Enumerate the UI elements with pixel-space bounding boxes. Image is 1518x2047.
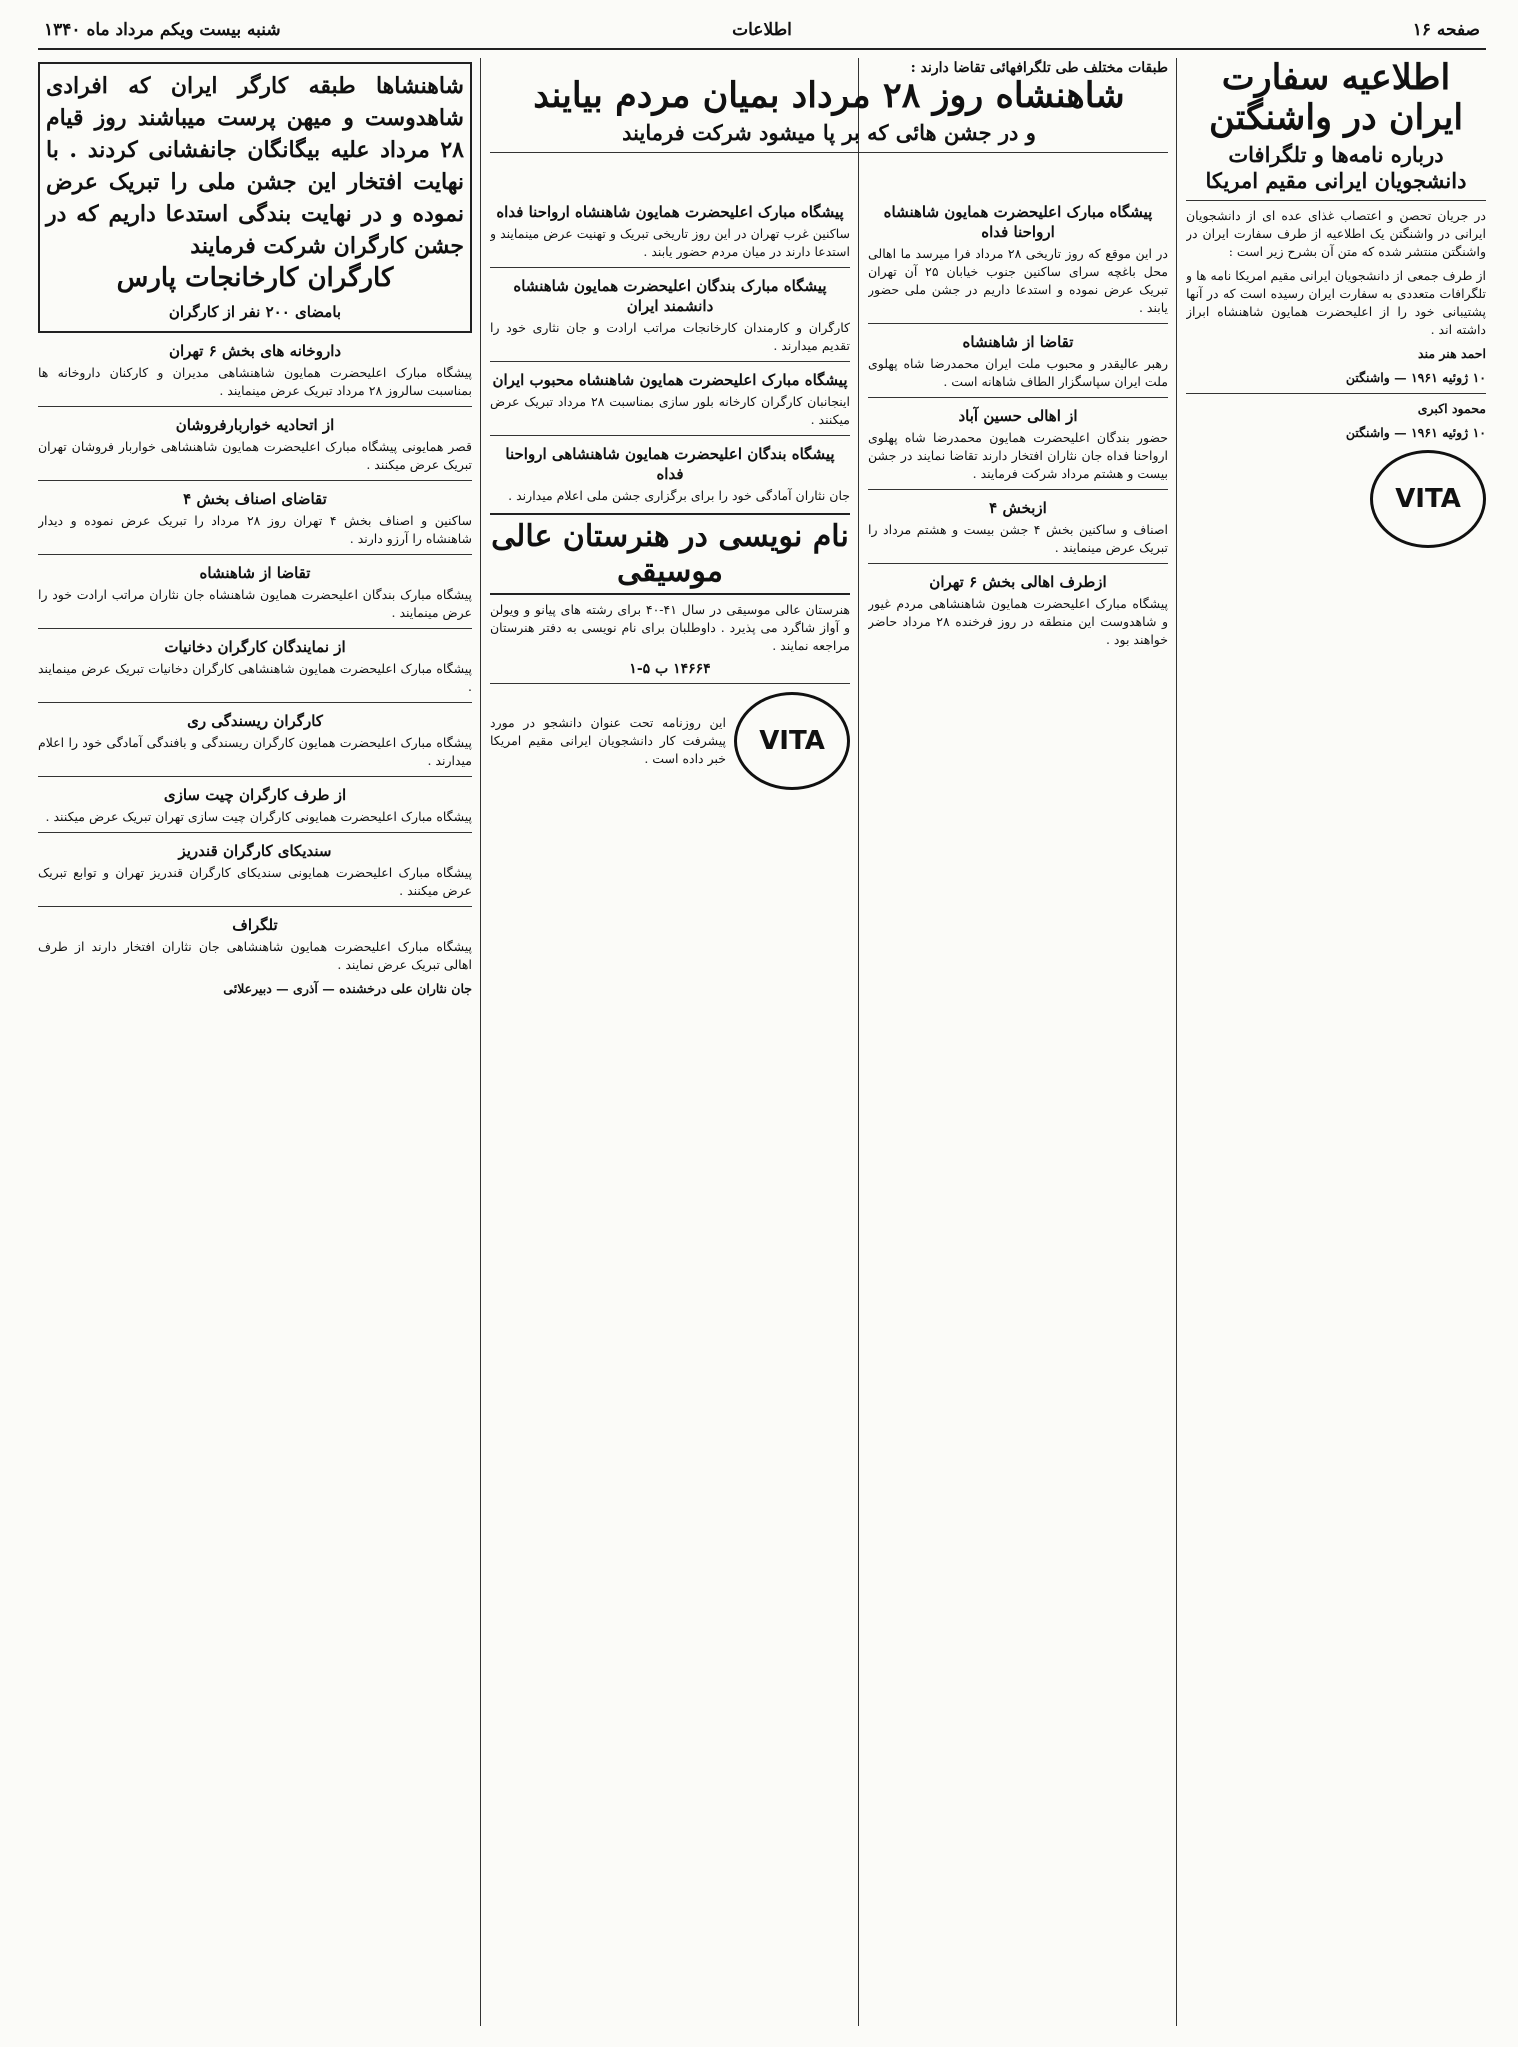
- section-title: پیشگاه مبارک اعلیحضرت همایون شاهنشاه ارواحنا فداه: [496, 203, 844, 221]
- date-label: شنبه بیست ویکم مرداد ماه ۱۳۴۰: [44, 20, 281, 40]
- divider: [38, 702, 472, 703]
- masthead: [38, 14, 1486, 50]
- divider: [490, 267, 850, 268]
- section-text: پیشگاه مبارک بندگان اعلیحضرت همایون شاهنشاه جان نثاران مراتب ارادت خود را عرض مینمایند .: [38, 587, 472, 620]
- section-title: سندیکای کارگران قندریز: [178, 842, 332, 860]
- section-title: تلگراف: [232, 916, 278, 934]
- divider: [38, 554, 472, 555]
- section-text: جان نثاران آمادگی خود را برای برگزاری جشن ملی اعلام میدارند .: [508, 488, 850, 503]
- column-telegrams-body: [868, 194, 1168, 2028]
- section-text: حضور بندگان اعلیحضرت همایون محمدرضا شاه پهلوی ارواحنا فداه جان نثاران افتخار دارند تقاضا نمایند در جشن بیست و هشتم مرداد شرکت فرمایند .: [868, 430, 1168, 481]
- paper-name: اطلاعات: [732, 20, 792, 40]
- vita-advertisement: [490, 692, 850, 790]
- main-headline: شاهنشاه روز ۲۸ مرداد بمیان مردم بیایند: [533, 75, 1125, 116]
- embassy-paragraph: در جریان تحصن و اعتصاب غذای عده ای از دانشجویان ایرانی در واشنگتن یک اطلاعیه از طرف سفارت ایران در واشنگتن منتشر شده که متن آن بشرح زیر است :: [1186, 208, 1486, 259]
- section-text: کارگران و کارمندان کارخانجات مراتب ارادت و جان نثاری خود را تقدیم میدارند .: [490, 320, 850, 353]
- divider: [490, 361, 850, 362]
- section-text: قصر همایونی پیشگاه مبارک اعلیحضرت همایون شاهنشاهی خواربار فروشان تهران تبریک عرض میکنند .: [38, 439, 472, 472]
- main-subhead: و در جشن هائی که بر پا میشود شرکت فرمایند: [490, 120, 1168, 153]
- section-text: پیشگاه مبارک اعلیحضرت همایون کارگران ریسندگی و بافندگی آمادگی خود را اعلام میدارند .: [38, 735, 472, 768]
- section-title: از طرف کارگران چیت سازی: [163, 786, 347, 804]
- divider: [490, 435, 850, 436]
- section-title: از نمایندگان کارگران دخانیات: [164, 638, 346, 656]
- workers-appeal-box: [38, 62, 472, 333]
- section-title: ازبخش ۴: [989, 499, 1047, 517]
- divider: [38, 406, 472, 407]
- music-code: ۱۴۶۶۴ ب ۵-۱: [629, 661, 711, 677]
- section-text: ساکنین و اصناف بخش ۴ تهران روز ۲۸ مرداد را تبریک عرض نموده و دیدار شاهنشاه را آرزو دارند .: [38, 513, 472, 546]
- divider: [868, 489, 1168, 490]
- section-title: تقاضای اصناف بخش ۴: [183, 490, 327, 508]
- section-title: از اهالی حسین آباد: [958, 407, 1078, 425]
- divider: [868, 397, 1168, 398]
- section-title: پیشگاه مبارک بندگان اعلیحضرت همایون شاهنشاه دانشمند ایران: [513, 277, 827, 315]
- vita-logo: VITA: [734, 692, 850, 790]
- section-text: پیشگاه مبارک اعلیحضرت همایون شاهنشاهی مدیران و کارکنان داروخانه ها بمناسبت سالروز ۲۸ مرداد تبریک عرض مینمایند .: [38, 365, 472, 398]
- section-text: پیشگاه مبارک اعلیحضرت همایون شاهنشاهی کارگران دخانیات تبریک عرض مینمایند .: [38, 661, 472, 694]
- section-text: در این موقع که روز تاریخی ۲۸ مرداد فرا میرسد ما اهالی محل باغچه سرای ساکنین جنوب خیابان ۲۵ آن تهران تبریک عرض نموده و استدعا داریم در جشن ملی حضور یابند .: [868, 246, 1168, 315]
- section-title: تقاضا از شاهنشاه: [962, 333, 1074, 351]
- section-text: اینجانبان کارگران کارخانه بلور سازی بمناسبت ۲۸ مرداد تبریک عرض میکنند .: [490, 394, 850, 427]
- closing-signature: جان نثاران علی درخشنده — آذری — دبیرعلائی: [223, 981, 472, 996]
- workers-appeal-note: بامضای ۲۰۰ نفر از کارگران: [168, 303, 342, 321]
- section-title: ازطرف اهالی بخش ۶ تهران: [929, 573, 1107, 591]
- section-title: تقاضا از شاهنشاه: [199, 564, 311, 582]
- embassy-place-date: ۱۰ ژوئیه ۱۹۶۱ — واشنگتن: [1345, 370, 1486, 385]
- section-text: رهبر عالیقدر و محبوب ملت ایران محمدرضا شاه پهلوی ملت ایران سپاسگزار الطاف شاهانه است .: [868, 356, 1168, 389]
- vita-logo: VITA: [1370, 450, 1486, 548]
- embassy-place-date: ۱۰ ژوئیه ۱۹۶۱ — واشنگتن: [1345, 425, 1486, 440]
- embassy-signature: احمد هنر مند: [1418, 346, 1486, 361]
- section-text: پیشگاه مبارک اعلیحضرت همایون شاهنشاهی جان نثاران افتخار دارند از طرف اهالی تبریک عرض نمایند .: [38, 939, 472, 972]
- ad-text: این روزنامه تحت عنوان دانشجو در مورد پیشرفت کار دانشجویان ایرانی مقیم امریکا خبر داده است .: [490, 715, 726, 766]
- section-text: پیشگاه مبارک اعلیحضرت همایونی سندیکای کارگران قندریز تهران و توابع تبریک عرض میکنند .: [38, 865, 472, 898]
- section-title: پیشگاه بندگان اعلیحضرت همایون شاهنشاهی ارواحنا فداه: [505, 445, 835, 483]
- page-label: صفحه ۱۶: [1412, 20, 1480, 40]
- section-text: اصناف و ساکنین بخش ۴ جشن بیست و هشتم مرداد را تبریک عرض مینمایند .: [868, 522, 1168, 555]
- section-title: پیشگاه مبارک اعلیحضرت همایون شاهنشاه محبوب ایران: [492, 371, 848, 389]
- column-workers: [490, 194, 850, 2028]
- section-title: پیشگاه مبارک اعلیحضرت همایون شاهنشاه ارواحنا فداه: [883, 203, 1153, 241]
- vita-advertisement: [1186, 450, 1486, 548]
- telegrams-kicker: طبقات مختلف طی تلگرافهائی تقاضا دارند :: [910, 60, 1168, 76]
- divider: [38, 832, 472, 833]
- section-title: از اتحادیه خواربارفروشان: [175, 416, 335, 434]
- music-headline: نام نویسی در هنرستان عالی موسیقی: [490, 513, 850, 595]
- divider: [38, 480, 472, 481]
- column-embassy: [1186, 58, 1486, 2028]
- divider: [868, 323, 1168, 324]
- divider: [490, 683, 850, 684]
- section-title: کارگران ریسندگی ری: [187, 712, 323, 730]
- music-text: هنرستان عالی موسیقی در سال ۴۱-۴۰ برای رشته های پیانو و ویولن و آواز شاگرد می پذیرد . داوطلبان برای نام نویسی به دفتر هنرستان مراجعه نمایند .: [490, 602, 850, 653]
- column-workers-left: [38, 58, 472, 2028]
- workers-appeal-signature: کارگران کارخانجات پارس: [116, 263, 394, 293]
- newspaper-page: [38, 14, 1486, 2032]
- embassy-signature: محمود اکبری: [1417, 401, 1486, 416]
- divider: [38, 776, 472, 777]
- embassy-paragraph: از طرف جمعی از دانشجویان ایرانی مقیم امریکا نامه ها و تلگرافات متعددی به سفارت ایران رسیده است که در آنها پشتیبانی خود را از اعلیحضرت همایون شاهنشاه ابراز داشته اند .: [1186, 268, 1486, 337]
- divider: [38, 906, 472, 907]
- embassy-subhead: درباره نامه‌ها و تلگرافات دانشجویان ایرانی مقیم امریکا: [1186, 142, 1486, 201]
- section-title: داروخانه های بخش ۶ تهران: [168, 342, 342, 360]
- workers-appeal-text: شاهنشاها طبقه کارگر ایران که افرادی شاهدوست و میهن پرست میباشند روز قیام ۲۸ مرداد علیه بیگانگان جانفشانی کردند . با نهایت افتخار این جشن ملی را تبریک عرض نموده و در نهایت بندگی استدعا داریم که در جشن کارگران شرکت فرمایند: [46, 73, 464, 259]
- section-text: ساکنین غرب تهران در این روز تاریخی تبریک و تهنیت عرض مینمایند و استدعا دارند در میان مردم حضور یابند .: [490, 226, 850, 259]
- divider: [1186, 393, 1486, 394]
- divider: [38, 628, 472, 629]
- section-text: پیشگاه مبارک اعلیحضرت همایونی کارگران چیت سازی تهران تبریک عرض میکنند .: [45, 809, 472, 824]
- divider: [868, 563, 1168, 564]
- embassy-headline: اطلاعیه سفارت ایران در واشنگتن: [1208, 58, 1464, 138]
- column-divider: [480, 58, 481, 2026]
- section-text: پیشگاه مبارک اعلیحضرت همایون شاهنشاهی مردم غیور و شاهدوست این منطقه در روز فرخنده ۲۸ مرداد حاضر خواهند بود .: [868, 596, 1168, 647]
- column-divider: [1176, 58, 1177, 2026]
